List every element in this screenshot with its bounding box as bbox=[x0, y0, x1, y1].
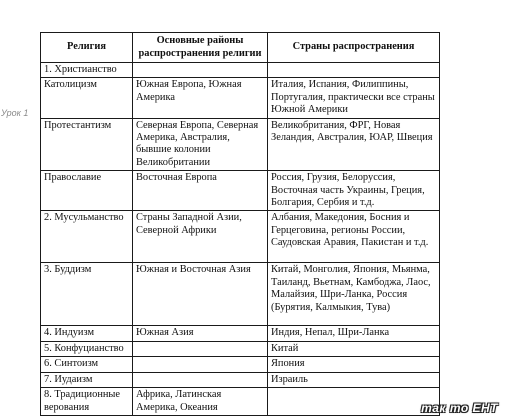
table-row bbox=[41, 388, 440, 416]
regions-cell bbox=[133, 357, 268, 372]
table-row bbox=[41, 63, 440, 78]
religion-cell: 5. Конфуцианство bbox=[41, 341, 133, 356]
countries-cell: Россия, Грузия, Белоруссия, Восточная часть Украины, Греция, Болгария, Сербия и т.д. bbox=[268, 171, 440, 211]
countries-cell: Великобритания, ФРГ, Новая Зеландия, Австралия, ЮАР, Швеция bbox=[268, 118, 440, 171]
regions-cell: Страны Западной Азии, Северной Африки bbox=[133, 211, 268, 263]
religion-cell: Протестантизм bbox=[41, 118, 133, 171]
table-row bbox=[41, 78, 440, 118]
table-row bbox=[41, 118, 440, 171]
countries-cell bbox=[268, 388, 440, 416]
table-header-row bbox=[41, 33, 440, 63]
countries-cell: Албания, Македония, Босния и Герцеговина, регионы России, Саудовская Аравия, Пакистан и т.д. bbox=[268, 211, 440, 263]
regions-cell bbox=[133, 341, 268, 356]
regions-cell: Южная и Восточная Азия bbox=[133, 263, 268, 326]
table-row bbox=[41, 263, 440, 326]
header-regions: Основные районы распространения религии bbox=[133, 33, 268, 63]
religion-cell: 1. Христианство bbox=[41, 63, 133, 78]
religion-cell: 2. Мусульманство bbox=[41, 211, 133, 263]
regions-cell: Южная Европа, Южная Америка bbox=[133, 78, 268, 118]
table-row bbox=[41, 326, 440, 341]
countries-cell: Китай, Монголия, Япония, Мьянма, Таиланд, Вьетнам, Камбоджа, Лаос, Малайзия, Шри-Ланка, Россия (Бурятия, Калмыкия, Тува) bbox=[268, 263, 440, 326]
watermark: так то ЕНТ bbox=[421, 401, 498, 415]
religion-cell: 4. Индуизм bbox=[41, 326, 133, 341]
countries-cell: Израиль bbox=[268, 372, 440, 387]
religion-cell: Католицизм bbox=[41, 78, 133, 118]
regions-cell: Южная Азия bbox=[133, 326, 268, 341]
table-row bbox=[41, 211, 440, 263]
countries-cell bbox=[268, 63, 440, 78]
regions-cell: Африка, Латинская Америка, Океания bbox=[133, 388, 268, 416]
regions-cell: Восточная Европа bbox=[133, 171, 268, 211]
countries-cell: Япония bbox=[268, 357, 440, 372]
table-row bbox=[41, 372, 440, 387]
countries-cell: Китай bbox=[268, 341, 440, 356]
header-countries: Страны распространения bbox=[268, 33, 440, 63]
religion-cell: 3. Буддизм bbox=[41, 263, 133, 326]
header-religion: Религия bbox=[41, 33, 133, 63]
table-row bbox=[41, 171, 440, 211]
religion-cell: 8. Традиционные верования bbox=[41, 388, 133, 416]
countries-cell: Индия, Непал, Шри-Ланка bbox=[268, 326, 440, 341]
regions-cell bbox=[133, 63, 268, 78]
regions-cell: Северная Европа, Северная Америка, Австралия, бывшие колонии Великобритании bbox=[133, 118, 268, 171]
religion-cell: 7. Иудаизм bbox=[41, 372, 133, 387]
margin-note: Урок 1 bbox=[1, 108, 29, 118]
religion-cell: 6. Синтоизм bbox=[41, 357, 133, 372]
table-row bbox=[41, 341, 440, 356]
countries-cell: Италия, Испания, Филиппины, Португалия, практически все страны Южной Америки bbox=[268, 78, 440, 118]
religion-cell: Православие bbox=[41, 171, 133, 211]
regions-cell bbox=[133, 372, 268, 387]
religions-table bbox=[40, 32, 440, 416]
table-row bbox=[41, 357, 440, 372]
